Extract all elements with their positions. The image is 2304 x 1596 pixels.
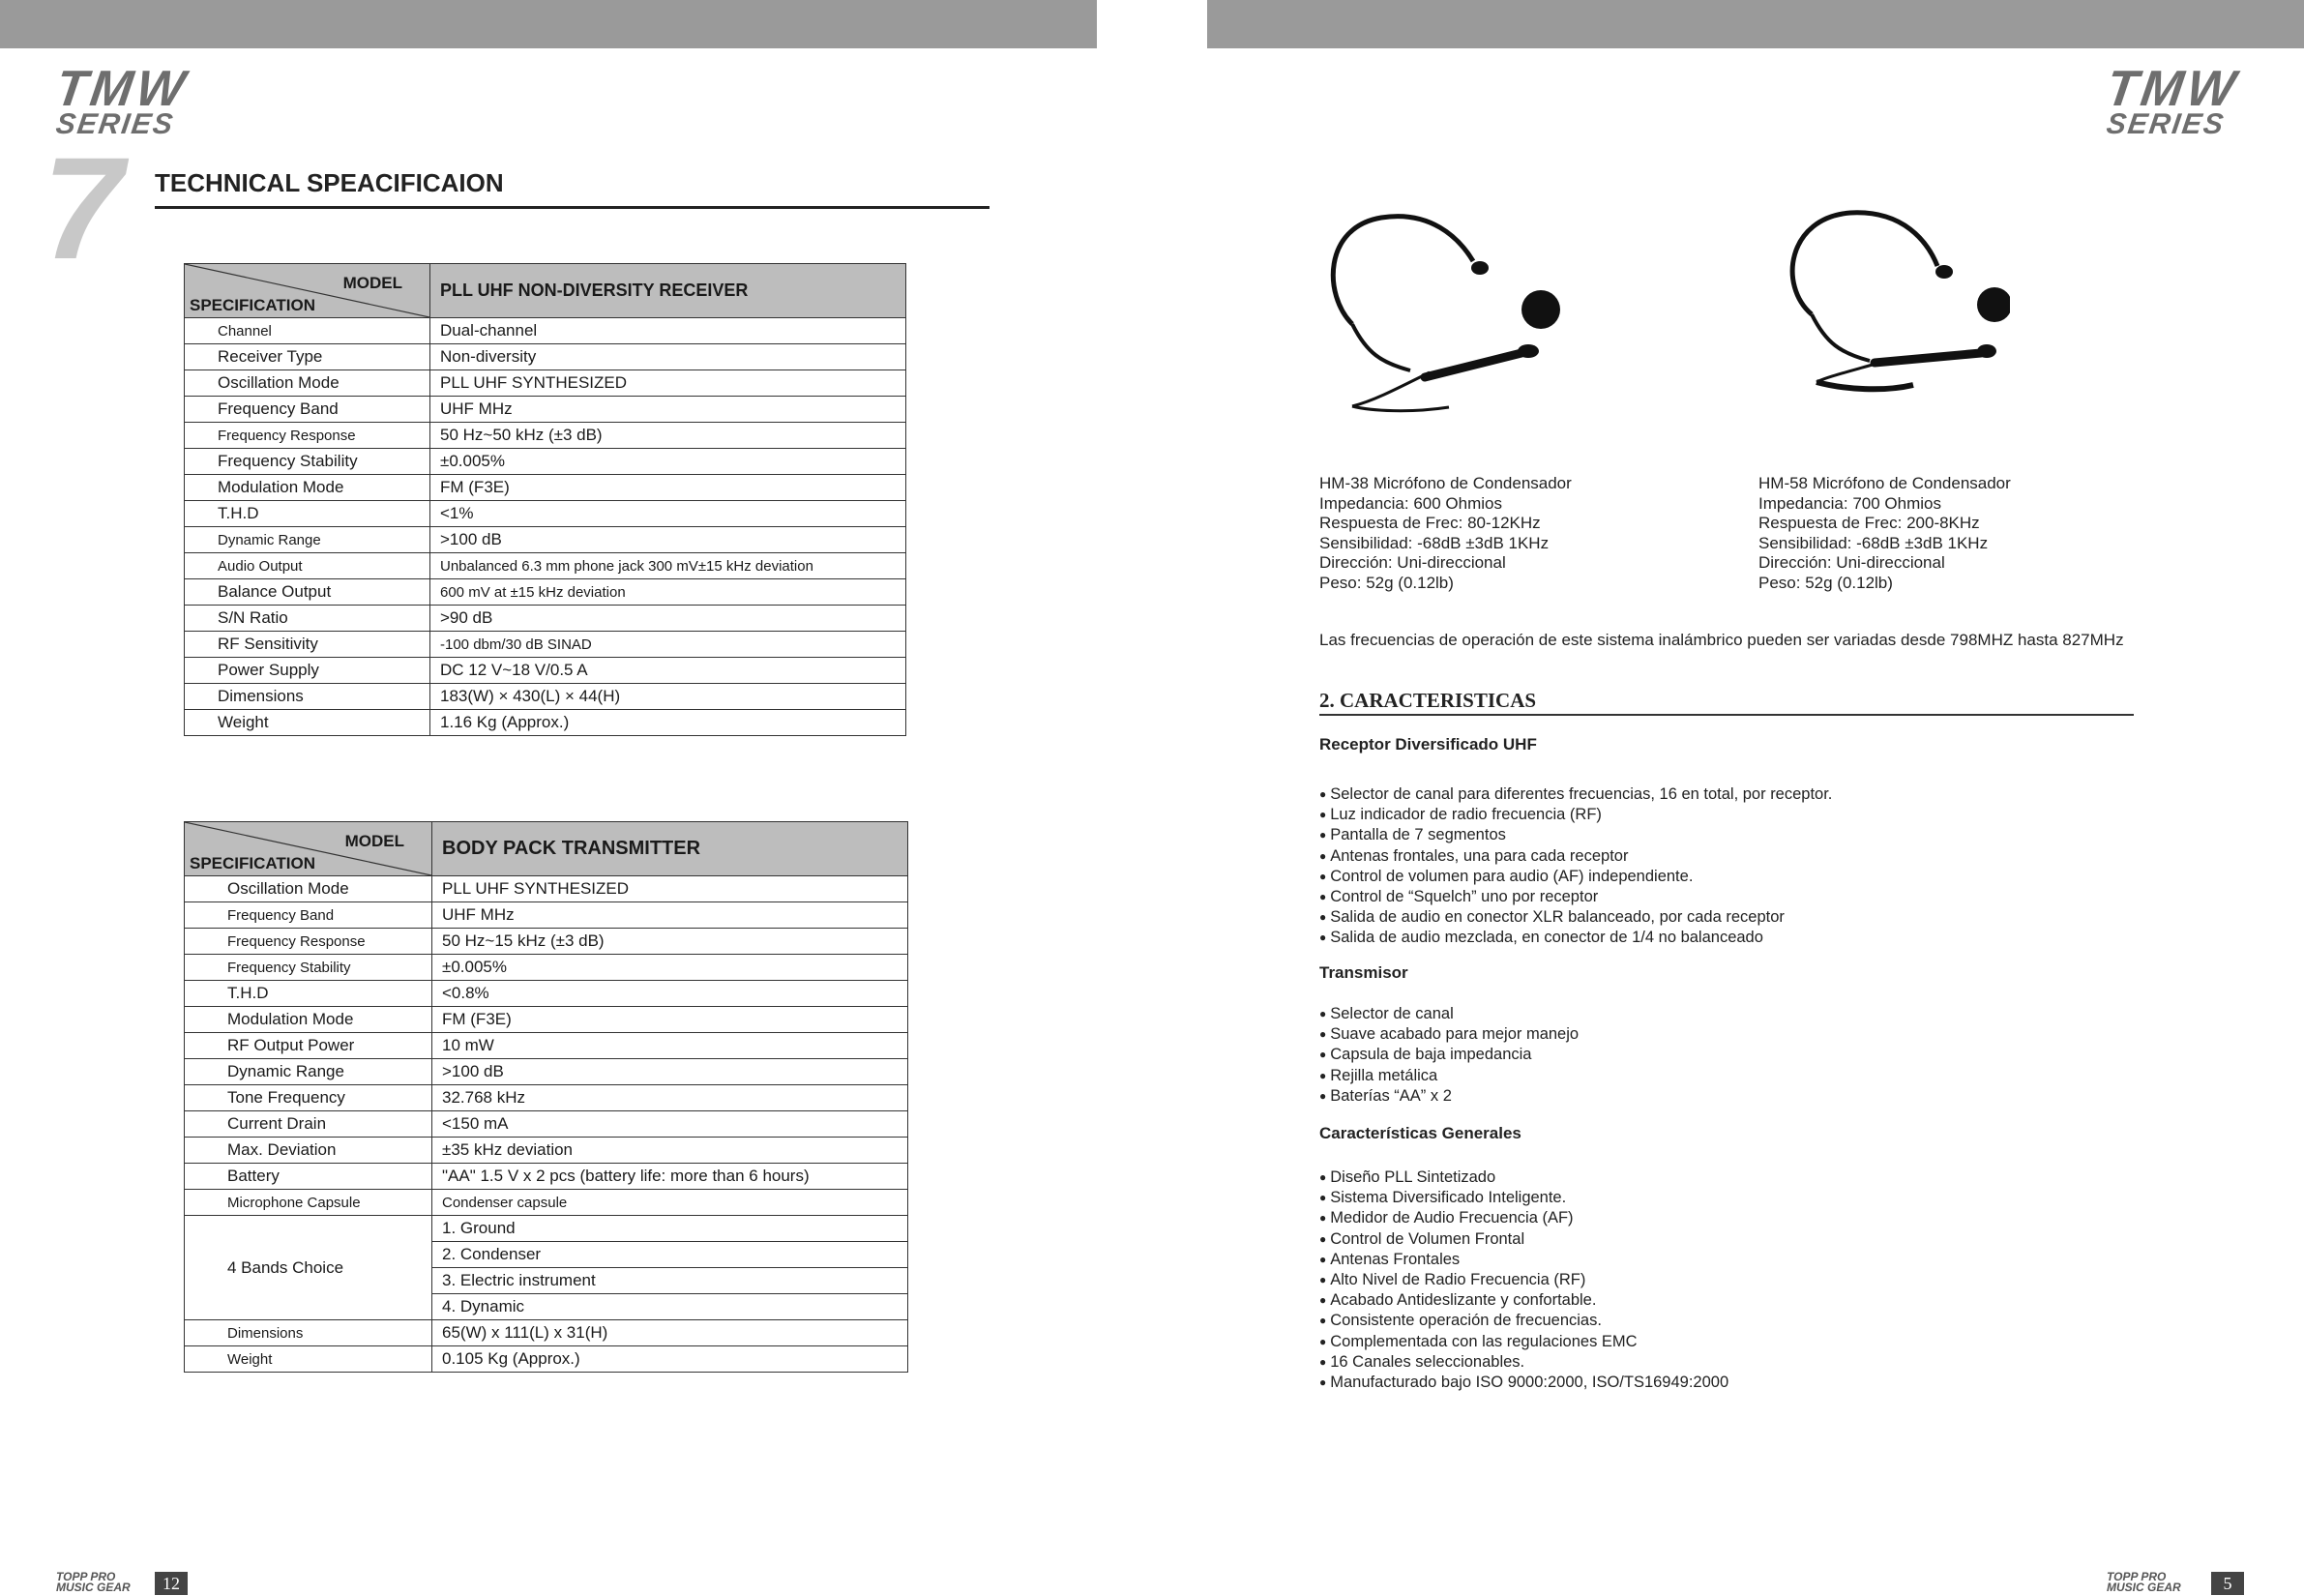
table-row bbox=[185, 1346, 908, 1373]
general-bullet-list bbox=[1319, 1167, 1728, 1393]
bullet-item: ● Diseño PLL Sintetizado bbox=[1319, 1167, 1728, 1188]
table-row bbox=[185, 902, 908, 929]
table-row bbox=[185, 632, 906, 658]
bullet-item: ● Control de volumen para audio (AF) independiente. bbox=[1319, 867, 1832, 887]
spec-line: Peso: 52g (0.12lb) bbox=[1758, 573, 1893, 592]
table-row bbox=[185, 423, 906, 449]
spec-label: Receiver Type bbox=[185, 344, 430, 370]
table-row bbox=[185, 397, 906, 423]
bullet-item: ● Salida de audio mezclada, en conector de 1/4 no balanceado bbox=[1319, 928, 1832, 948]
bullet-item: ● Acabado Antideslizante y confortable. bbox=[1319, 1290, 1728, 1311]
bullet-item: ● Complementada con las regulaciones EMC bbox=[1319, 1332, 1728, 1352]
spec-value: <1% bbox=[430, 501, 906, 527]
spec-value: 32.768 kHz bbox=[432, 1085, 908, 1111]
headset-microphone-image bbox=[1758, 208, 2010, 421]
receiver-heading: Receptor Diversificado UHF bbox=[1319, 735, 1537, 754]
spec-value: 0.105 Kg (Approx.) bbox=[432, 1346, 908, 1373]
band-option: 4. Dynamic bbox=[432, 1294, 908, 1320]
table-row bbox=[185, 553, 906, 579]
band-option: 2. Condenser bbox=[432, 1242, 908, 1268]
header-bar bbox=[0, 0, 1097, 48]
spec-value: Dual-channel bbox=[430, 318, 906, 344]
header-corner-cell bbox=[185, 822, 432, 876]
header-specification: SPECIFICATION bbox=[190, 854, 316, 872]
spec-line: Respuesta de Frec: 80-12KHz bbox=[1319, 514, 1541, 532]
table-row bbox=[185, 449, 906, 475]
spec-label: Battery bbox=[185, 1164, 432, 1190]
page-number: 12 bbox=[155, 1572, 188, 1595]
title-rule bbox=[155, 206, 990, 209]
table-row bbox=[185, 1007, 908, 1033]
spec-label: Frequency Response bbox=[185, 929, 432, 955]
spec-value: UHF MHz bbox=[430, 397, 906, 423]
characteristics-rule bbox=[1319, 714, 2134, 716]
spec-label: Dynamic Range bbox=[185, 527, 430, 553]
bullet-item: ● Salida de audio en conector XLR balanceado, por cada receptor bbox=[1319, 907, 1832, 928]
bullet-item: ● Suave acabado para mejor manejo bbox=[1319, 1024, 1579, 1045]
receiver-bullet-list bbox=[1319, 784, 1832, 949]
table-row bbox=[185, 606, 906, 632]
table-row bbox=[185, 1320, 908, 1346]
spec-value: "AA" 1.5 V x 2 pcs (battery life: more than 6 hours) bbox=[432, 1164, 908, 1190]
header-title: BODY PACK TRANSMITTER bbox=[432, 822, 908, 876]
table-row bbox=[185, 1111, 908, 1138]
table-row bbox=[185, 527, 906, 553]
table-row bbox=[185, 929, 908, 955]
spec-value: 183(W) × 430(L) × 44(H) bbox=[430, 684, 906, 710]
spec-label: Oscillation Mode bbox=[185, 876, 432, 902]
section-title: TECHNICAL SPEACIFICAION bbox=[155, 168, 504, 197]
table-row bbox=[185, 658, 906, 684]
spec-value: 50 Hz~15 kHz (±3 dB) bbox=[432, 929, 908, 955]
spec-value: Condenser capsule bbox=[432, 1190, 908, 1216]
spec-value: DC 12 V~18 V/0.5 A bbox=[430, 658, 906, 684]
spec-label: Weight bbox=[185, 710, 430, 736]
spec-label: Tone Frequency bbox=[185, 1085, 432, 1111]
bullet-item: ● Luz indicador de radio frecuencia (RF) bbox=[1319, 805, 1832, 825]
spec-label: Modulation Mode bbox=[185, 475, 430, 501]
table-row bbox=[185, 318, 906, 344]
header-model: MODEL bbox=[344, 832, 404, 850]
spec-value: 65(W) x 111(L) x 31(H) bbox=[432, 1320, 908, 1346]
bullet-item: ● Consistente operación de frecuencias. bbox=[1319, 1311, 1728, 1331]
bullet-item: ● Manufacturado bajo ISO 9000:2000, ISO/TS16949:2000 bbox=[1319, 1373, 1728, 1393]
spec-value: 10 mW bbox=[432, 1033, 908, 1059]
spec-line: Impedancia: 700 Ohmios bbox=[1758, 493, 1941, 513]
table-row bbox=[185, 475, 906, 501]
table-row bbox=[185, 501, 906, 527]
spec-label: T.H.D bbox=[185, 981, 432, 1007]
spec-value: 600 mV at ±15 kHz deviation bbox=[430, 579, 906, 606]
table-row bbox=[185, 1164, 908, 1190]
spec-label: Modulation Mode bbox=[185, 1007, 432, 1033]
table-row bbox=[185, 579, 906, 606]
spec-line: Sensibilidad: -68dB ±3dB 1KHz bbox=[1319, 533, 1550, 552]
spec-line: Sensibilidad: -68dB ±3dB 1KHz bbox=[1758, 533, 1989, 552]
spec-line: HM-58 Micrófono de Condensador bbox=[1758, 474, 2011, 492]
spec-label: Weight bbox=[185, 1346, 432, 1373]
spec-value: Non-diversity bbox=[430, 344, 906, 370]
spec-value: <150 mA bbox=[432, 1111, 908, 1138]
footer-brand-logo: TOPP PRO MUSIC GEAR bbox=[2107, 1570, 2181, 1594]
spec-label: S/N Ratio bbox=[185, 606, 430, 632]
spec-value: FM (F3E) bbox=[432, 1007, 908, 1033]
spec-label: Channel bbox=[185, 318, 430, 344]
spec-label: Microphone Capsule bbox=[185, 1190, 432, 1216]
transmitter-bullet-list bbox=[1319, 1004, 1579, 1107]
series-logo: TMW SERIES bbox=[2102, 61, 2243, 140]
bullet-item: ● Baterías “AA” x 2 bbox=[1319, 1086, 1579, 1107]
header-title: PLL UHF NON-DIVERSITY RECEIVER bbox=[430, 264, 906, 318]
spec-value: >100 dB bbox=[432, 1059, 908, 1085]
spec-value: -100 dbm/30 dB SINAD bbox=[430, 632, 906, 658]
spec-line: Respuesta de Frec: 200-8KHz bbox=[1758, 514, 1980, 532]
table-row bbox=[185, 1059, 908, 1085]
spec-label: RF Output Power bbox=[185, 1033, 432, 1059]
footer-brand-logo: TOPP PRO MUSIC GEAR bbox=[56, 1570, 131, 1594]
left-page bbox=[0, 0, 1097, 1596]
table-row bbox=[185, 1138, 908, 1164]
general-heading: Características Generales bbox=[1319, 1124, 1521, 1142]
spec-value: UHF MHz bbox=[432, 902, 908, 929]
bullet-item: ● Antenas Frontales bbox=[1319, 1250, 1728, 1270]
spec-label: Frequency Band bbox=[185, 902, 432, 929]
bullet-item: ● 16 Canales seleccionables. bbox=[1319, 1352, 1728, 1373]
right-page bbox=[1207, 0, 2304, 1596]
spec-label: Max. Deviation bbox=[185, 1138, 432, 1164]
bullet-item: ● Medidor de Audio Frecuencia (AF) bbox=[1319, 1208, 1728, 1228]
band-option: 3. Electric instrument bbox=[432, 1268, 908, 1294]
spec-value: 50 Hz~50 kHz (±3 dB) bbox=[430, 423, 906, 449]
spec-line: Dirección: Uni-direccional bbox=[1758, 553, 1945, 572]
table-row bbox=[185, 344, 906, 370]
spec-value: >100 dB bbox=[430, 527, 906, 553]
spec-label: Audio Output bbox=[185, 553, 430, 579]
table-row bbox=[185, 1085, 908, 1111]
spec-label: RF Sensitivity bbox=[185, 632, 430, 658]
spec-line: Peso: 52g (0.12lb) bbox=[1319, 573, 1454, 592]
bullet-item: ● Selector de canal bbox=[1319, 1004, 1579, 1024]
spec-value: ±0.005% bbox=[432, 955, 908, 981]
spec-value: Unbalanced 6.3 mm phone jack 300 mV±15 kHz deviation bbox=[430, 553, 906, 579]
bullet-item: ● Pantalla de 7 segmentos bbox=[1319, 825, 1832, 845]
bullet-item: ● Sistema Diversificado Inteligente. bbox=[1319, 1188, 1728, 1208]
spec-label: Current Drain bbox=[185, 1111, 432, 1138]
chapter-number: 7 bbox=[43, 127, 124, 289]
series-logo: TMW SERIES bbox=[51, 61, 192, 140]
spec-line: Dirección: Uni-direccional bbox=[1319, 553, 1506, 572]
spec-value: 1.16 Kg (Approx.) bbox=[430, 710, 906, 736]
bullet-item: ● Rejilla metálica bbox=[1319, 1066, 1579, 1086]
hm38-specs bbox=[1319, 474, 1572, 593]
spec-value: >90 dB bbox=[430, 606, 906, 632]
band-option: 1. Ground bbox=[432, 1216, 908, 1242]
spec-value: FM (F3E) bbox=[430, 475, 906, 501]
bullet-item: ● Control de Volumen Frontal bbox=[1319, 1229, 1728, 1250]
bullet-item: ● Control de “Squelch” uno por receptor bbox=[1319, 887, 1832, 907]
spec-value: PLL UHF SYNTHESIZED bbox=[432, 876, 908, 902]
spec-label: T.H.D bbox=[185, 501, 430, 527]
spec-label: Frequency Band bbox=[185, 397, 430, 423]
spec-line: Impedancia: 600 Ohmios bbox=[1319, 493, 1502, 513]
headset-microphone-image bbox=[1314, 208, 1565, 421]
characteristics-heading: 2. CARACTERISTICAS bbox=[1319, 689, 1537, 712]
receiver-spec-table bbox=[184, 263, 906, 736]
bands-choice-label: 4 Bands Choice bbox=[185, 1216, 432, 1320]
header-corner-cell bbox=[185, 264, 430, 318]
table-row bbox=[185, 876, 908, 902]
bullet-item: ● Selector de canal para diferentes frecuencias, 16 en total, por receptor. bbox=[1319, 784, 1832, 805]
table-row bbox=[185, 1190, 908, 1216]
frequency-note: Las frecuencias de operación de este sistema inalámbrico pueden ser variadas desde 798MHZ hasta 827MHz bbox=[1319, 631, 2124, 649]
table-row bbox=[185, 955, 908, 981]
spec-label: Dynamic Range bbox=[185, 1059, 432, 1085]
table-row bbox=[185, 1216, 908, 1242]
spec-value: ±0.005% bbox=[430, 449, 906, 475]
spec-value: ±35 kHz deviation bbox=[432, 1138, 908, 1164]
transmitter-spec-table bbox=[184, 821, 908, 1373]
spec-label: Dimensions bbox=[185, 684, 430, 710]
bullet-item: ● Alto Nivel de Radio Frecuencia (RF) bbox=[1319, 1270, 1728, 1290]
hm58-specs bbox=[1758, 474, 2011, 593]
spec-label: Frequency Response bbox=[185, 423, 430, 449]
spec-label: Frequency Stability bbox=[185, 955, 432, 981]
header-specification: SPECIFICATION bbox=[190, 296, 316, 314]
spec-value: <0.8% bbox=[432, 981, 908, 1007]
spec-value: PLL UHF SYNTHESIZED bbox=[430, 370, 906, 397]
spec-label: Frequency Stability bbox=[185, 449, 430, 475]
spec-label: Dimensions bbox=[185, 1320, 432, 1346]
table-row bbox=[185, 370, 906, 397]
spec-line: HM-38 Micrófono de Condensador bbox=[1319, 474, 1572, 492]
table-row bbox=[185, 1033, 908, 1059]
header-bar bbox=[1207, 0, 2304, 48]
page-number: 5 bbox=[2211, 1572, 2244, 1595]
spec-label: Balance Output bbox=[185, 579, 430, 606]
table-row bbox=[185, 981, 908, 1007]
header-model: MODEL bbox=[342, 274, 402, 292]
table-row bbox=[185, 684, 906, 710]
bullet-item: ● Antenas frontales, una para cada receptor bbox=[1319, 846, 1832, 867]
transmitter-heading: Transmisor bbox=[1319, 963, 1408, 982]
spec-label: Power Supply bbox=[185, 658, 430, 684]
spec-label: Oscillation Mode bbox=[185, 370, 430, 397]
table-row bbox=[185, 710, 906, 736]
bullet-item: ● Capsula de baja impedancia bbox=[1319, 1045, 1579, 1065]
